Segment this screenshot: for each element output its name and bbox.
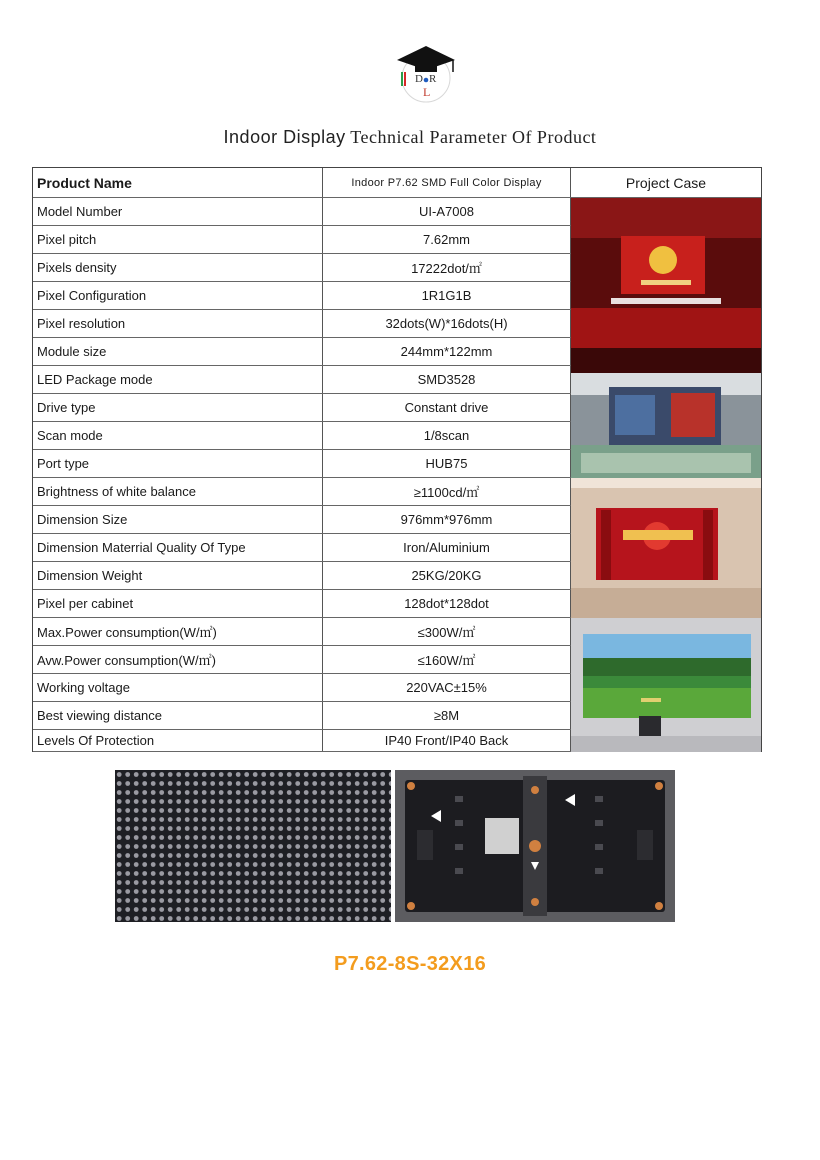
param-value: ≤300W/㎡: [323, 618, 571, 645]
header-case: Project Case: [571, 168, 761, 198]
param-name: Levels Of Protection: [33, 730, 323, 751]
param-value: 220VAC±15%: [323, 674, 571, 701]
table-row: [33, 590, 571, 618]
param-value: ≥1100cd/㎡: [323, 478, 571, 505]
param-value: 128dot*128dot: [323, 590, 571, 617]
table-row: [33, 366, 571, 394]
param-name: Dimension Materrial Quality Of Type: [33, 534, 323, 561]
param-value: Iron/Aluminium: [323, 534, 571, 561]
led-module-images: [115, 770, 675, 922]
project-photo-landscape: [571, 618, 761, 752]
param-value: ≥8M: [323, 702, 571, 729]
project-case-photos: [571, 198, 761, 752]
param-name: Pixel Configuration: [33, 282, 323, 309]
param-name: LED Package mode: [33, 366, 323, 393]
table-row: [33, 646, 571, 674]
param-name: Module size: [33, 338, 323, 365]
company-logo: [393, 40, 459, 104]
module-caption: P7.62-8S-32X16: [333, 953, 487, 975]
param-value: 244mm*122mm: [323, 338, 571, 365]
param-value: 25KG/20KG: [323, 562, 571, 589]
param-name: Pixel resolution: [33, 310, 323, 337]
param-value: HUB75: [323, 450, 571, 477]
param-name: Best viewing distance: [33, 702, 323, 729]
svg-text:D: D: [415, 73, 423, 85]
header-name: Product Name: [33, 168, 323, 197]
param-name: Model Number: [33, 198, 323, 225]
table-row: [33, 254, 571, 282]
param-name: Pixels density: [33, 254, 323, 281]
param-name: Drive type: [33, 394, 323, 421]
project-photo-trucks: [571, 373, 761, 478]
param-name: Pixel per cabinet: [33, 590, 323, 617]
param-name: Pixel pitch: [33, 226, 323, 253]
table-header-row: [33, 168, 571, 198]
svg-text:R: R: [429, 73, 437, 85]
param-value: 976mm*976mm: [323, 506, 571, 533]
table-row: [33, 534, 571, 562]
param-name: Dimension Size: [33, 506, 323, 533]
param-value: 7.62mm: [323, 226, 571, 253]
param-name: Scan mode: [33, 422, 323, 449]
title-part-2: Technical Parameter Of Product: [345, 127, 597, 147]
param-name: Brightness of white balance: [33, 478, 323, 505]
table-row: [33, 198, 571, 226]
title-part-1: Indoor Display: [223, 127, 346, 147]
param-value: Constant drive: [323, 394, 571, 421]
table-row: [33, 478, 571, 506]
param-value: 32dots(W)*16dots(H): [323, 310, 571, 337]
table-row: [33, 506, 571, 534]
table-row: [33, 226, 571, 254]
module-back: [395, 770, 675, 922]
table-row: [33, 618, 571, 646]
table-row: [33, 450, 571, 478]
param-value: 1/8scan: [323, 422, 571, 449]
header-value: Indoor P7.62 SMD Full Color Display: [323, 168, 571, 197]
table-row: [33, 702, 571, 730]
param-value: ≤160W/㎡: [323, 646, 571, 673]
project-photo-gala: [571, 478, 761, 618]
svg-text:L: L: [423, 85, 431, 99]
module-front: [115, 770, 391, 922]
table-row: [33, 674, 571, 702]
param-value: 17222dot/㎡: [323, 254, 571, 281]
table-row: [33, 338, 571, 366]
table-row: [33, 282, 571, 310]
param-name: Working voltage: [33, 674, 323, 701]
table-row: [33, 310, 571, 338]
table-row: [33, 422, 571, 450]
project-photo-theater: [571, 198, 761, 373]
page-title: [0, 127, 820, 148]
param-name: Port type: [33, 450, 323, 477]
table-row: [33, 394, 571, 422]
param-value: IP40 Front/IP40 Back: [323, 730, 571, 751]
table-row: [33, 730, 571, 752]
param-name: Dimension Weight: [33, 562, 323, 589]
param-name: Max.Power consumption(W/㎡): [33, 618, 323, 645]
table-row: [33, 562, 571, 590]
param-name: Avw.Power consumption(W/㎡): [33, 646, 323, 673]
param-value: SMD3528: [323, 366, 571, 393]
param-value: 1R1G1B: [323, 282, 571, 309]
spec-table: [32, 167, 762, 752]
param-value: UI-A7008: [323, 198, 571, 225]
